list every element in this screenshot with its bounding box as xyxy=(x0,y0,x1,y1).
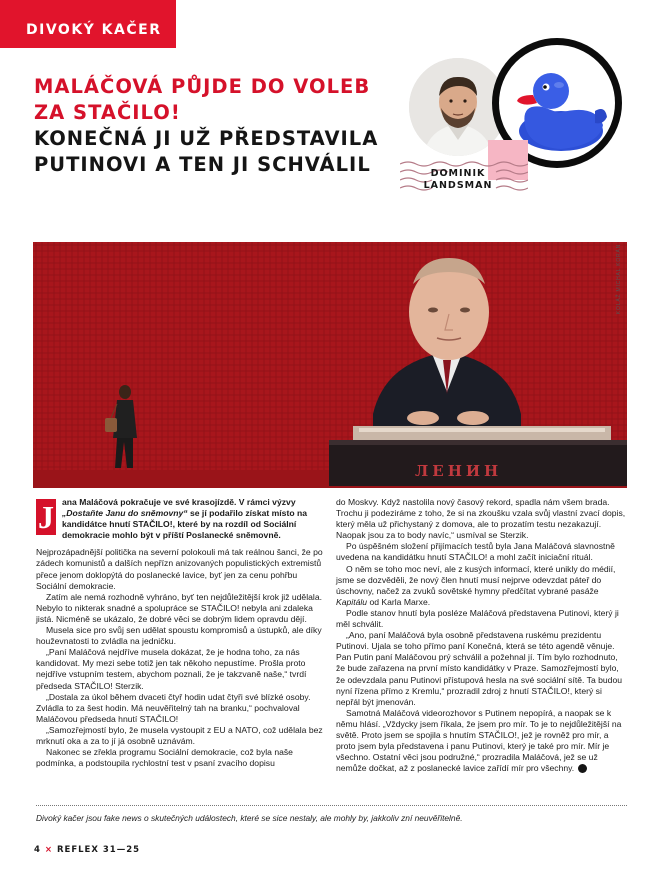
headline xyxy=(34,74,394,178)
lead-text-2: se jí podařilo získat místo na kandidátce hnutí STAČILO!, které by na rozdíl od Sociální demokracie mohlo být v příští Poslanecké sněmovně. xyxy=(62,508,307,541)
paragraph: Musela sice pro svůj sen udělat spoustu kompromisů a ústupků, ale díky houževnatosti to zvládla na jedničku. xyxy=(36,625,322,647)
paragraph-text: Samotná Maláčová videorozhovor s Putinem nepopírá, a naopak se k němu hlásí. „Vždycky jsem říkala, že jsem pro mír. To je to nejdůležitější na světě. Proto jsem se spojila s hnutím STAČILO!, jež je rovněž pro mír, a proto jsem byla představena i panu Putinovi, který je také pro mír. Mír je všechno. Ostatní věci jsou podružné,“ prozradila Maláčová, jež se už nemůže dočkat, až z poslanecké lavice zařídí mír pro všechny. xyxy=(336,707,622,774)
paragraph xyxy=(336,564,626,608)
footer-divider xyxy=(36,805,627,806)
paragraph: Podle stanov hnutí byla posléze Maláčová představena Putinovi, který ji měl schválit. xyxy=(336,607,619,630)
section-label: DIVOKÝ KAČER xyxy=(26,22,162,38)
paragraph xyxy=(336,708,626,775)
end-mark-icon: ✕ xyxy=(578,764,587,773)
disclaimer: Divoký kačer jsou fake news o skutečných událostech, které se sice nestaly, ale mohly by, jakkoliv zní neuvěřitelně. xyxy=(36,813,463,823)
lenin-plaque: ЛЕНИН xyxy=(415,462,503,480)
hero-collage xyxy=(33,242,627,488)
author-first-name: DOMINIK xyxy=(430,168,486,179)
article-column-right xyxy=(336,497,626,774)
publication-name: REFLEX 31—25 xyxy=(56,845,141,855)
paragraph: Nakonec se zřekla programu Sociální demokracie, což byla naše podmínka, a podstoupila rychlostní test v psaní zvacího dopisu xyxy=(36,747,293,769)
page-folio xyxy=(34,845,140,855)
article-column-left xyxy=(36,497,326,769)
paragraph-text: od Karla Marxe. xyxy=(369,596,431,607)
headline-red: MALÁČOVÁ PŮJDE DO VOLEB ZA STAČILO! xyxy=(34,75,371,124)
page-number: 4 xyxy=(34,845,41,855)
paragraph: „Paní Maláčová nejdříve musela dokázat, že je hodna toho, za nás kandidovat. My mezi sebe totiž jen tak někoho nepustíme. Prošla proto nejdříve vstupním testem, abychom poznali, že je takzvaně naše,“ tvrdí předseda STAČILO! Sterzik. xyxy=(36,647,307,691)
paragraph: do Moskvy. Když nastolila nový časový rekord, spadla nám všem brada. Trochu ji podeziráme z toho, že si na zkoušku vzala svůj vlastní zvací dopis, který měla už přichystaný z domova, ale to prozatím testu nezakazují. Naopak jsou za to body navíc,“ usmíval se Sterzik. xyxy=(336,497,626,541)
author-name xyxy=(412,168,504,192)
paragraph: Nejprozápadnější političkа na severní polokouli má tak reálnou šanci, že po zádech komunistů a dalších nepřízn anizovaných populistických extremistů přece jenom doklopýtá do poslanecké lavice, byť jen za cenu pohřbu Sociální demokracie. xyxy=(36,547,323,591)
paragraph: Po úspěšném složení přijímacích testů byla Jana Maláčová slavnostně uvedena na kandidátku hnutí STAČILO! a mohl začít iniciační rituál. xyxy=(336,541,615,563)
folio-mark: × xyxy=(44,845,54,855)
paragraph: „Samozřejmostí bylo, že musela vystoupit z EU a NATO, což udělala bez mrknutí oka a za to jí já osobně uznávám. xyxy=(36,724,323,746)
author-last-name: LANDSMAN xyxy=(423,180,493,191)
paragraph: „Ano, paní Maláčová byla osobně představena ruskému prezidentu Putinovi. Ujala se toho přímo paní Konečná, která se této agendě věnuje. Pan Putin paní Maláčovou prý schválil a požehnal jí. Tím bylo rozhodnuto, že bude zařazena na první místo kandidátky v Praze. Samozřejmostí bylo, že odevzdala panu Putinovi přístupová hesla na své sociální sítě. Ta budou nyní řízena přímo z Kremlu,“ prozradil zdroj z hnutí STAČILO!, který si nepřál být jmenován. xyxy=(336,630,623,707)
paragraph: Zatím ale nemá rozhodně vyhráno, byť ten nejdůležitější krok již udělala. Nebylo to nikterak snadné a spolupráce se STAČILO! nebyla ani zdaleka jistá. Nicméně se ukázalo, že dobré věci se dobrým lidem opravdu dějí. xyxy=(36,591,322,624)
lead-text-1: ana Maláčová pokračuje ve své krasojízdě. V rámci výzvy xyxy=(62,497,296,507)
paragraph: „Dostala za úkol během dvaceti čtyř hodin udat čtyři své blízké osoby. Zvládla to za šest hodin. Má neuvěřitelný tah na branku,“ pochvaloval Maláčovou předseda hnutí STAČILO! xyxy=(36,691,311,724)
paragraph-text: O něm se toho moc neví, ale z kusých informací, které unikly do médií, jsme se dozvěděli, že nový člen hnutí musí nejprve odevzdat páteř do úschovny, načež za zvuků sovětské hymny předčítat vybrané pasáže xyxy=(336,563,616,596)
book-title: Kapitálu xyxy=(336,596,368,607)
headline-black: KONEČNÁ JI UŽ PŘEDSTAVILA PUTINOVI A TEN JI SCHVÁLIL xyxy=(34,127,379,176)
article-lead xyxy=(36,497,326,541)
dropcap: J xyxy=(38,499,54,535)
photo-credit: KOLÁŽ MICHAL KORÁN xyxy=(616,244,622,315)
lead-quote: „Dostaňte Janu do sněmovny“ xyxy=(62,508,188,519)
